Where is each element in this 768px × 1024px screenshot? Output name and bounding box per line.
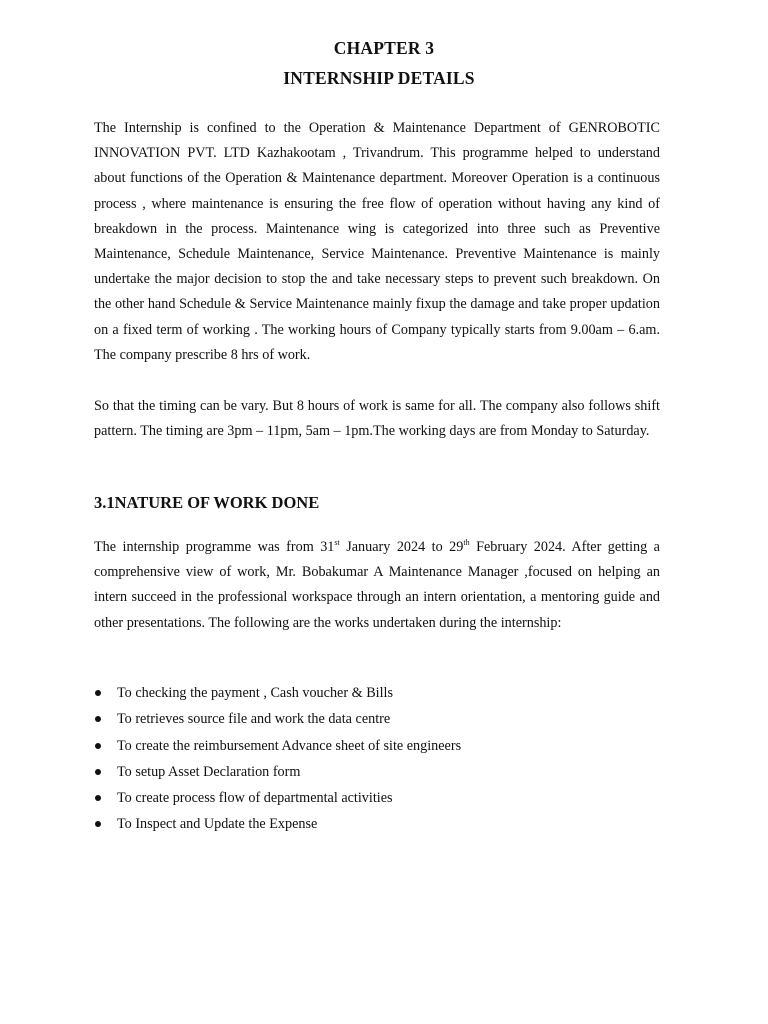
list-item: To create process flow of departmental activities xyxy=(94,785,660,811)
section-heading: 3.1NATURE OF WORK DONE xyxy=(94,493,320,512)
work-list xyxy=(94,680,660,838)
ordinal-superscript: th xyxy=(463,538,470,547)
list-item: To create the reimbursement Advance sheet of site engineers xyxy=(94,733,660,759)
list-item: To retrieves source file and work the data centre xyxy=(94,706,660,732)
nature-of-work-paragraph xyxy=(94,535,660,636)
text-segment: February 2024. After getting a comprehensive view of work, Mr. Bobakumar A Maintenance Manager ,focused on helping an intern succeed in the professional workspace through an intern orientation, a mentoring guide and other presentations. The following are the works undertaken during the internship: xyxy=(94,539,660,631)
chapter-number: CHAPTER 3 xyxy=(333,38,435,58)
list-item: To checking the payment , Cash voucher & Bills xyxy=(94,680,660,706)
text-segment: January 2024 to 29 xyxy=(339,539,464,555)
ordinal-superscript: st xyxy=(334,538,340,547)
chapter-title: INTERNSHIP DETAILS xyxy=(283,68,475,88)
list-item: To Inspect and Update the Expense xyxy=(94,811,660,837)
text-segment: The internship programme was from 31 xyxy=(94,539,335,555)
timing-paragraph: So that the timing can be vary. But 8 hours of work is same for all. The company also follows shift pattern. The timing are 3pm – 11pm, 5am – 1pm.The working days are from Monday to Saturday. xyxy=(94,398,660,440)
list-item: To setup Asset Declaration form xyxy=(94,759,660,785)
intro-paragraph: The Internship is confined to the Operation & Maintenance Department of GENROBOTIC INNOVATION PVT. LTD Kazhakootam , Trivandrum. This programme helped to understand about functions of the Operation & Maintenance department. Moreover Operation is a continuous process , where maintenance is ensuring the free flow of operation without having any kind of breakdown in the process. Maintenance wing is categorized into three such as Preventive Maintenance, Schedule Maintenance, Service Maintenance. Preventive Maintenance is mainly undertake the major decision to stop the and take necessary steps to prevent such breakdown. On the other hand Schedule & Service Maintenance mainly fixup the damage and take proper updation on a fixed term of working . The working hours of Company typically starts from 9.00am – 6.am. The company prescribe 8 hrs of work. xyxy=(94,120,660,363)
